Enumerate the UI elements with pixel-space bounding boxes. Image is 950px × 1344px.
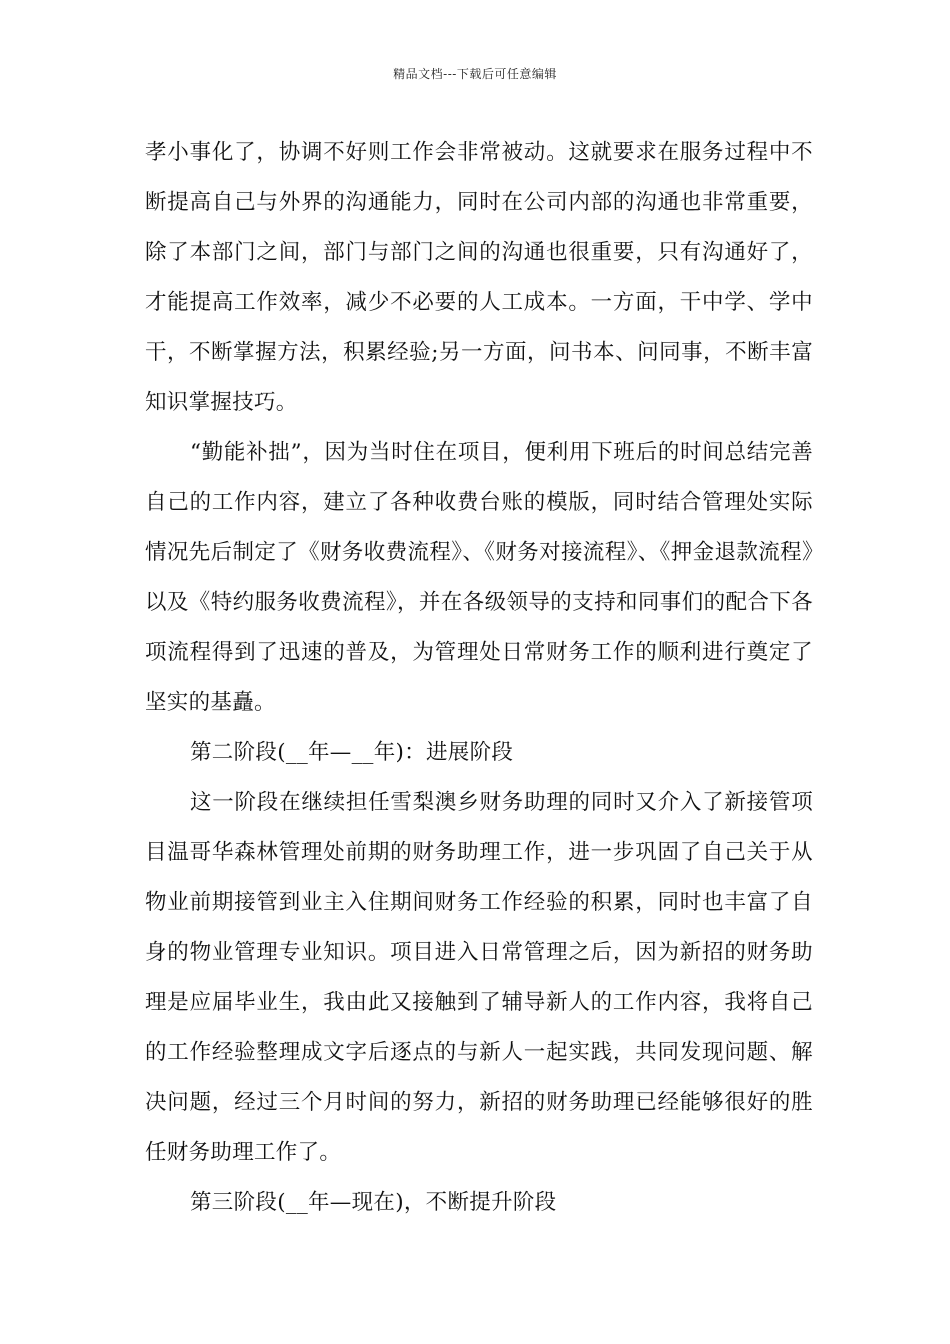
document-body <box>145 128 813 1228</box>
page-header: 精品文档---下载后可任意编辑 <box>393 67 557 81</box>
paragraph-diligence: “勤能补拙”，因为当时住在项目，便利用下班后的时间总结完善自己的工作内容，建立了各种收费台账的模版，同时结合管理处实际情况先后制定了《财务收费流程》、《财务对接流程》、《押金退款流程》以及《特约服务收费流程》，并在各级领导的支持和同事们的配合下各项流程得到了迅速的普及，为管理处日常财务工作的顺利进行奠定了坚实的基矗。 <box>145 440 813 715</box>
paragraph-continued: 孝小事化了，协调不好则工作会非常被动。这就要求在服务过程中不断提高自己与外界的沟通能力，同时在公司内部的沟通也非常重要，除了本部门之间，部门与部门之间的沟通也很重要，只有沟通好了，才能提高工作效率，减少不必要的人工成本。一方面，干中学、学中干，不断掌握方法，积累经验;另一方面，问书本、问同事，不断丰富知识掌握技巧。 <box>145 140 813 415</box>
stage-three-heading: 第三阶段(__年—现在)，不断提升阶段 <box>190 1190 557 1215</box>
stage-two-heading: 第二阶段(__年—__年)：进展阶段 <box>190 740 514 765</box>
paragraph-stage-two: 这一阶段在继续担任雪梨澳乡财务助理的同时又介入了新接管项目温哥华森林管理处前期的财务助理工作，进一步巩固了自己关于从物业前期接管到业主入住期间财务工作经验的积累，同时也丰富了自身的物业管理专业知识。项目进入日常管理之后，因为新招的财务助理是应届毕业生，我由此又接触到了辅导新人的工作内容，我将自己的工作经验整理成文字后逐点的与新人一起实践，共同发现问题、解决问题，经过三个月时间的努力，新招的财务助理已经能够很好的胜任财务助理工作了。 <box>145 790 813 1165</box>
